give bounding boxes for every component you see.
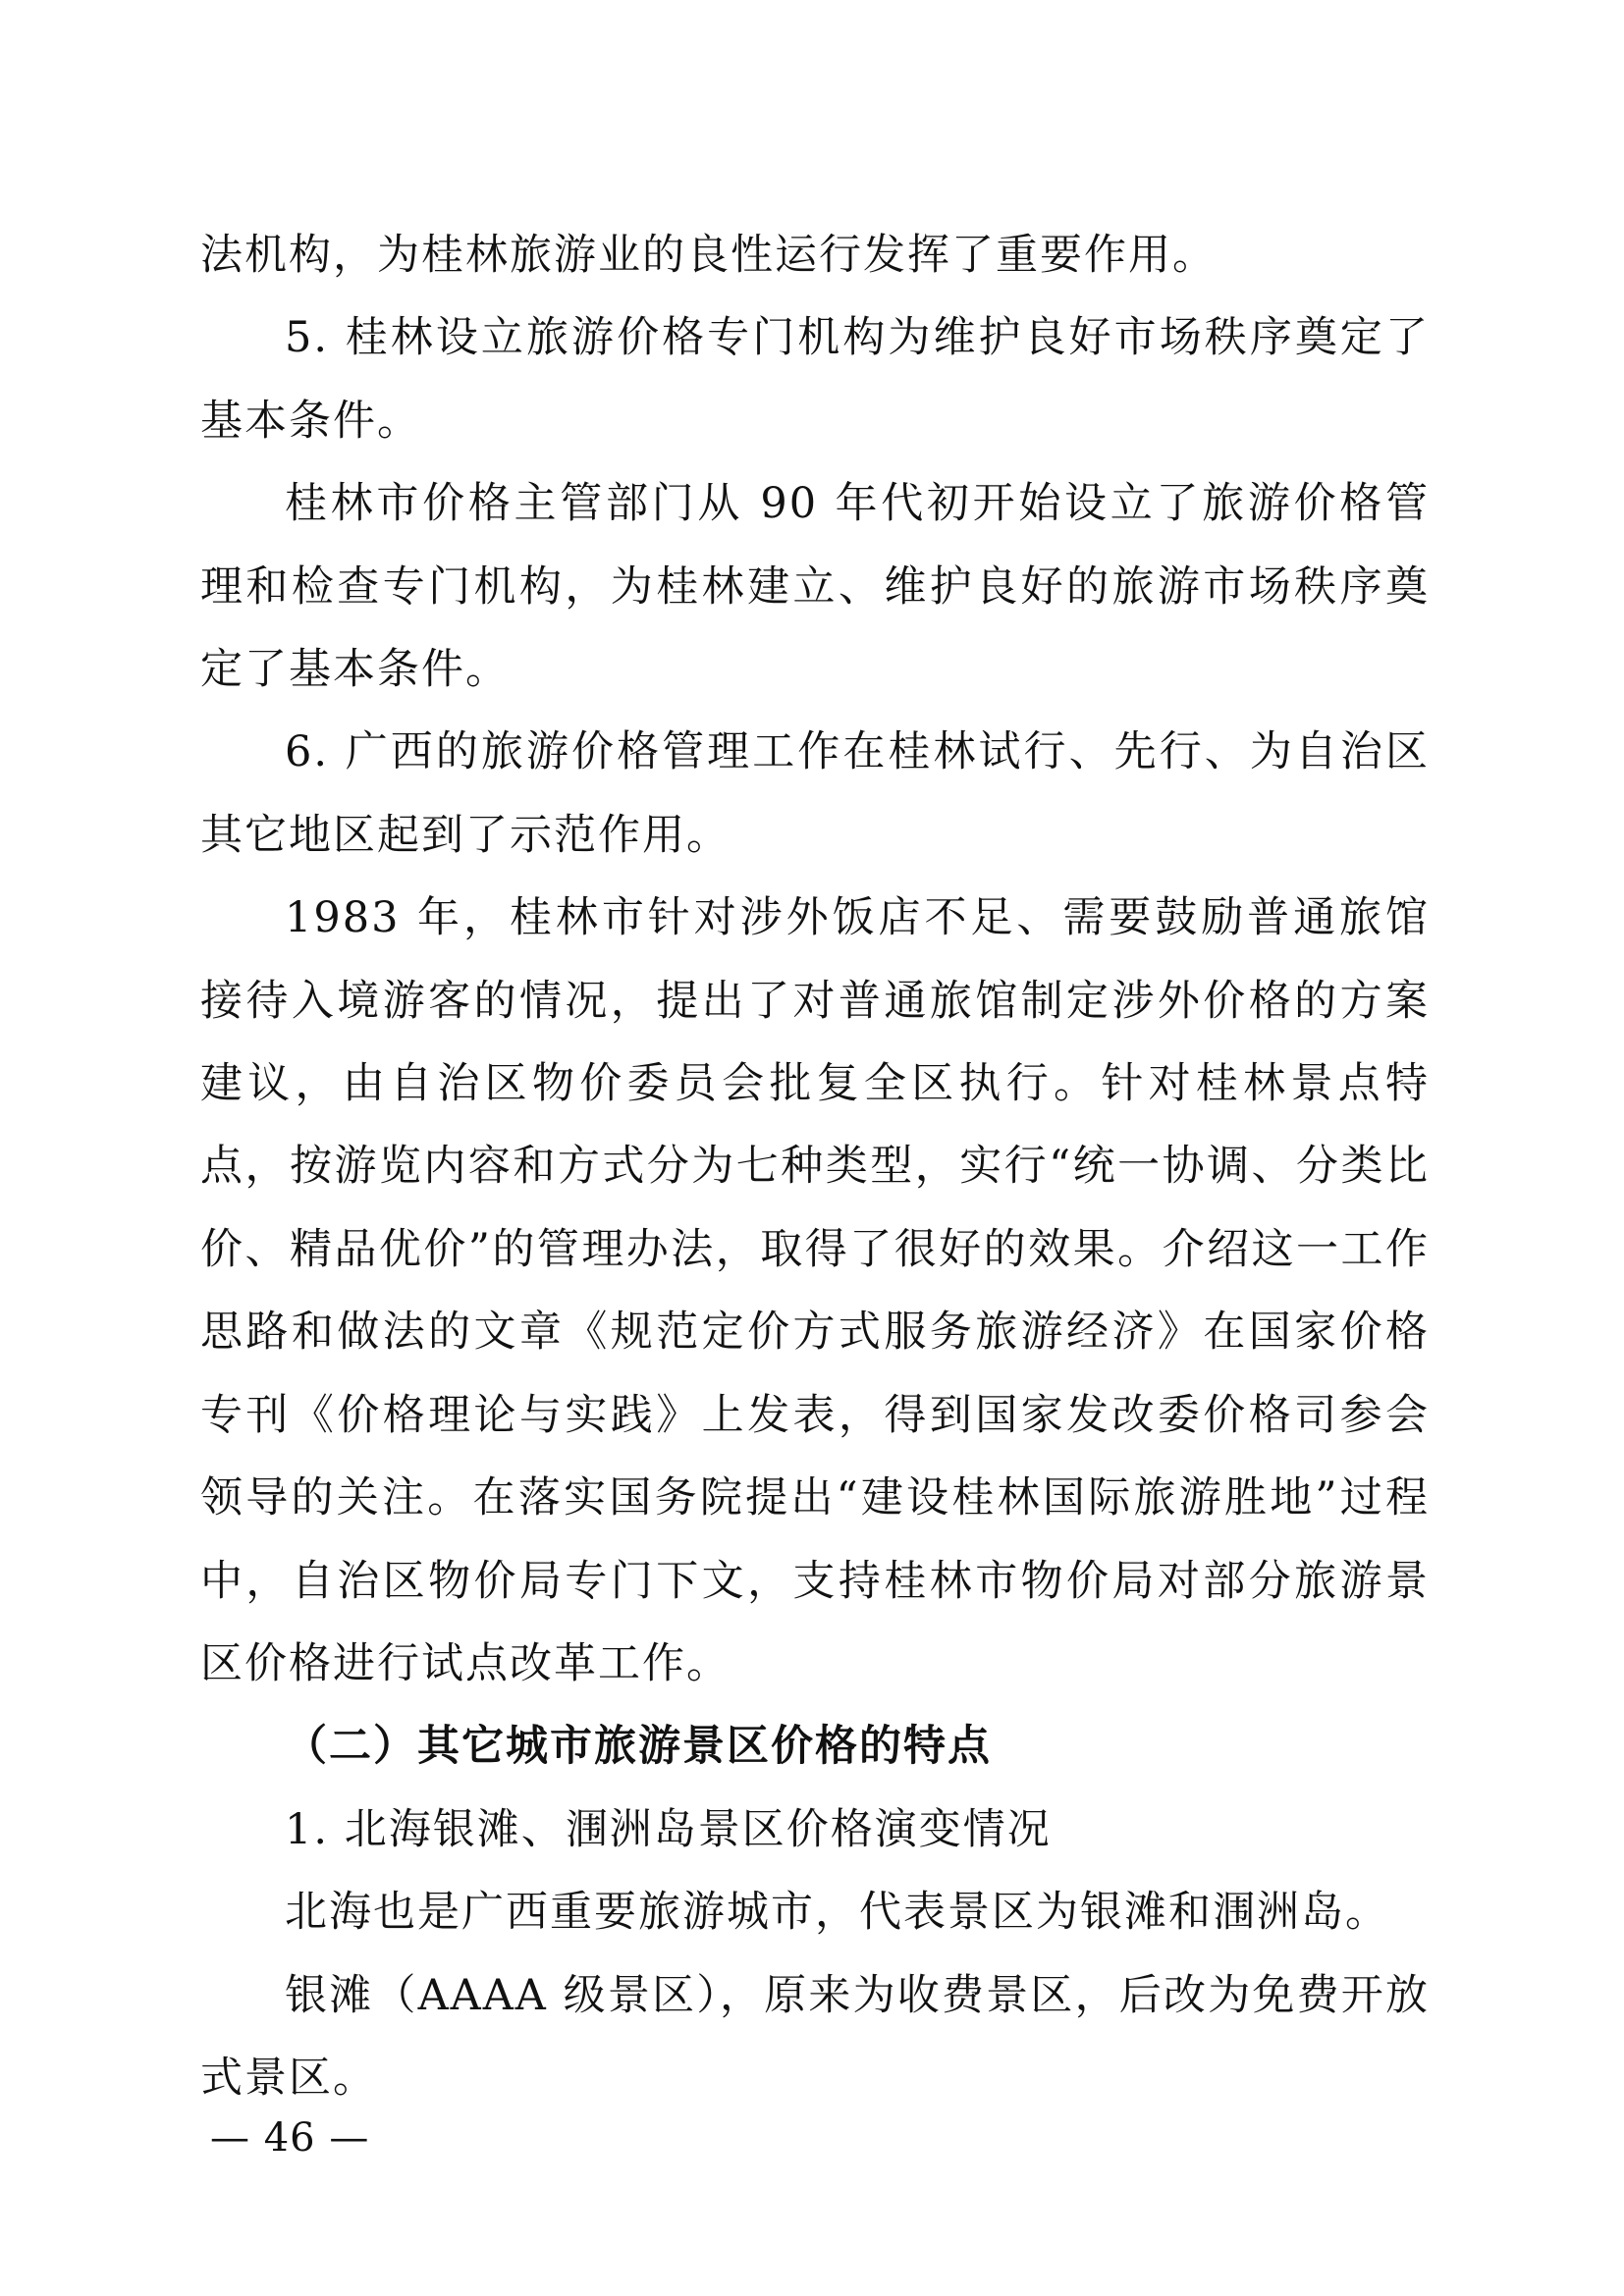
section-heading: （二）其它城市旅游景区价格的特点 — [285, 1722, 992, 1772]
page-number: — 46 — — [210, 2115, 370, 2161]
body-text — [200, 214, 1430, 2119]
paragraph-item-6-detail: 1983 年，桂林市针对涉外饭店不足、需要鼓励普通旅馆接待入境游客的情况，提出了对普通旅馆制定涉外价格的方案建议，由自治区物价委员会批复全区执行。针对桂林景点特点，按游览内容和方式分为七种类型，实行“统一协调、分类比价、精品优价”的管理办法，取得了很好的效果。介绍这一工作思路和做法的文章《规范定价方式服务旅游经济》在国家价格专刊《价格理论与实践》上发表，得到国家发改委价格司参会领导的关注。在落实国务院提出“建设桂林国际旅游胜地”过程中，自治区物价局专门下文，支持桂林市物价局对部分旅游景区价格进行试点改革工作。 — [200, 893, 1430, 1688]
paragraph-continuation: 法机构，为桂林旅游业的良性运行发挥了重要作用。 — [200, 231, 1217, 280]
paragraph-yintan: 银滩（AAAA 级景区），原来为收费景区，后改为免费开放式景区。 — [200, 1970, 1430, 2103]
subsection-heading: 1. 北海银滩、涠洲岛景区价格演变情况 — [285, 1804, 1052, 1854]
paragraph-item-6: 6. 广西的旅游价格管理工作在桂林试行、先行、为自治区其它地区起到了示范作用。 — [200, 727, 1430, 860]
paragraph-beihai-intro: 北海也是广西重要旅游城市，代表景区为银滩和涠洲岛。 — [285, 1888, 1389, 1938]
paragraph-item-5: 5. 桂林设立旅游价格专门机构为维护良好市场秩序奠定了基本条件。 — [200, 313, 1430, 446]
paragraph-item-5-detail: 桂林市价格主管部门从 90 年代初开始设立了旅游价格管理和检查专门机构，为桂林建立、维护良好的旅游市场秩序奠定了基本条件。 — [200, 479, 1430, 695]
